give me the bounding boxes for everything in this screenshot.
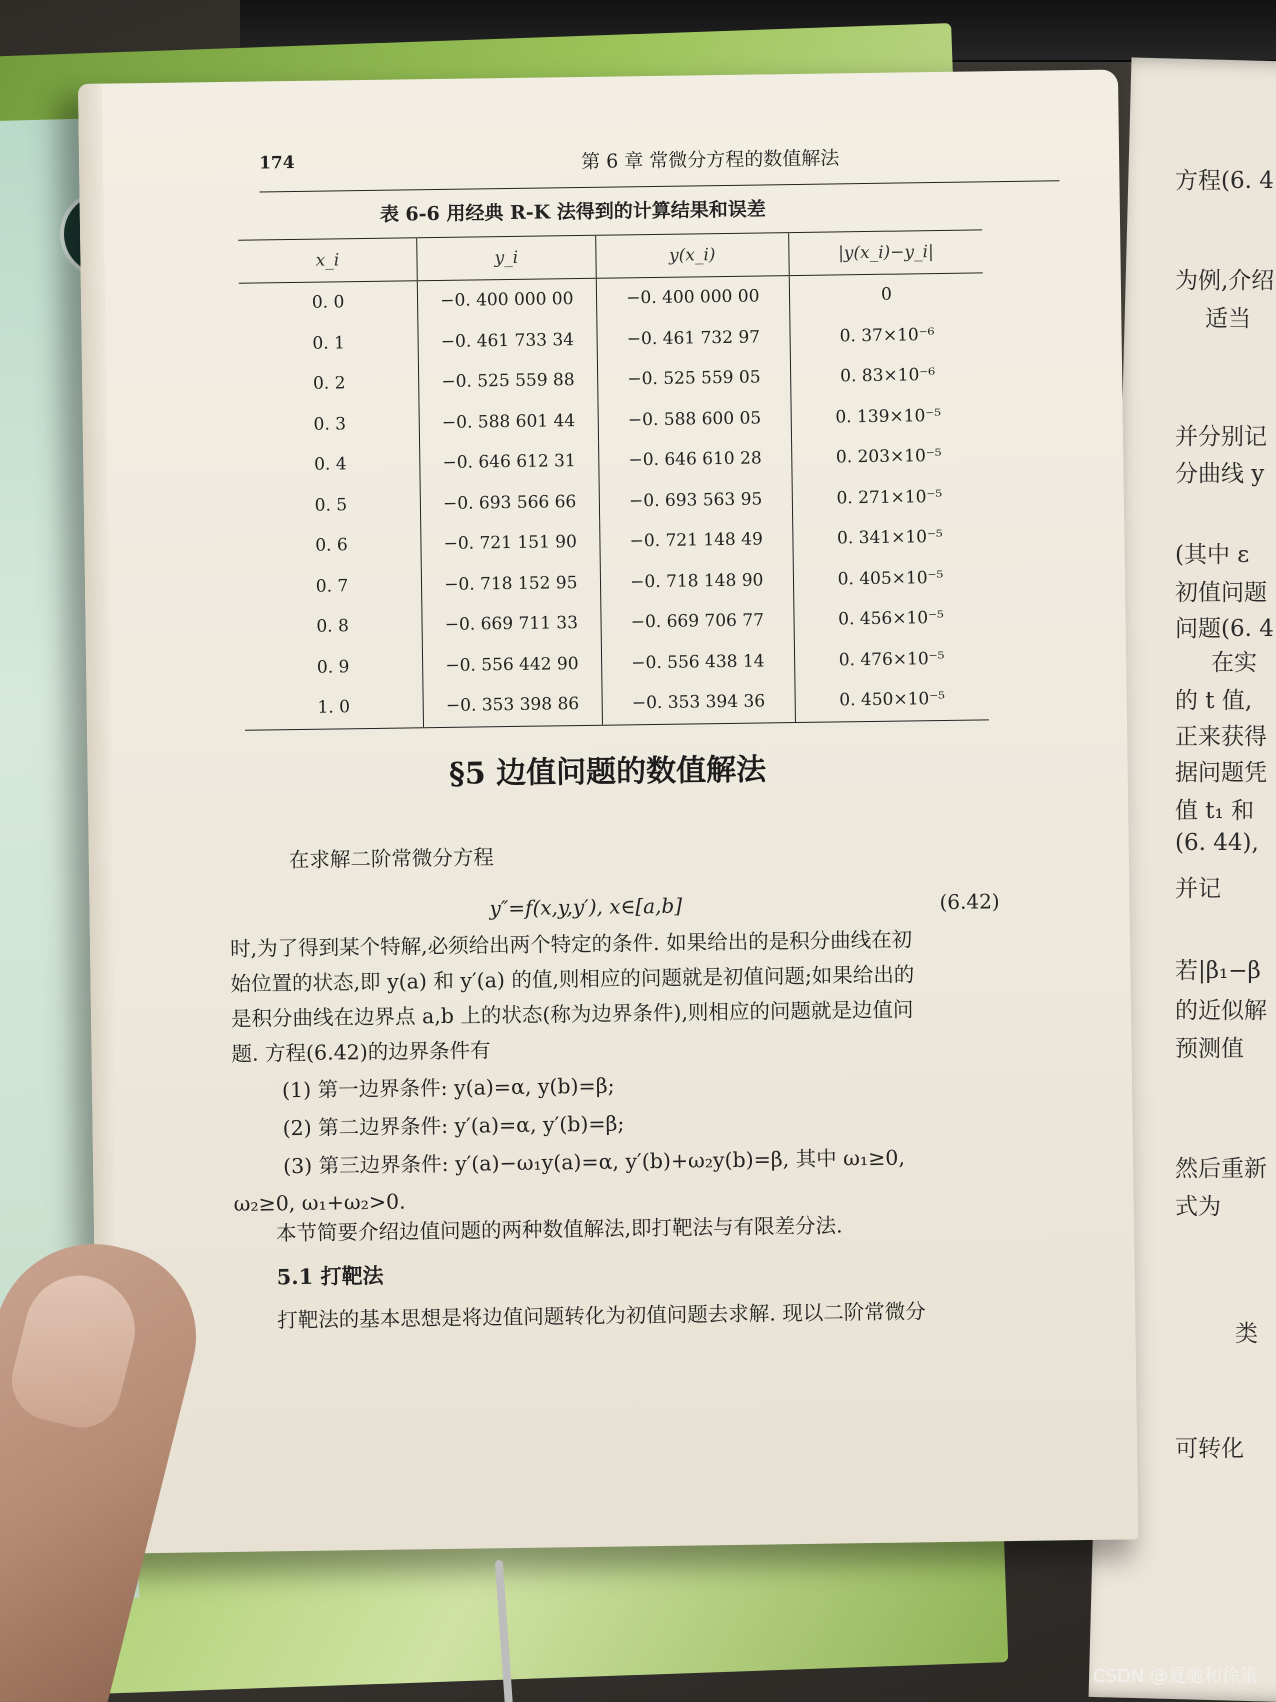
table-cell: 0. 5 (314, 495, 348, 516)
table-cell: −0. 669 711 33 (422, 603, 601, 646)
right-fragment: 然后重新 (1175, 1156, 1267, 1182)
right-fragment: 值 t₁ 和 (1175, 798, 1255, 824)
table-cell: −0. 353 394 36 (602, 681, 796, 725)
table-cell: −0. 718 152 95 (421, 562, 600, 605)
right-fragment: 可转化 (1175, 1436, 1244, 1462)
right-fragment: 正来获得 (1175, 724, 1267, 750)
table-cell: 0. 3 (313, 414, 347, 435)
paragraph-line: 是积分曲线在边界点 a,b 上的状态(称为边界条件),则相应的问题就是边值问 (230, 997, 914, 1031)
results-table (238, 229, 989, 730)
table-cell: 0. 2 (312, 373, 346, 394)
right-fragment: (其中 ε (1175, 542, 1250, 568)
right-fragment: 的近似解 (1175, 998, 1267, 1024)
table-cell: 0. 1 (312, 333, 346, 354)
table-cell: −0. 400 000 00 (596, 276, 790, 320)
table-cell: −0. 718 148 90 (600, 560, 794, 603)
table-cell: −0. 721 148 49 (599, 519, 793, 562)
column-header: |y(x_i)−y_i| (789, 230, 983, 276)
column-header: y_i (417, 235, 596, 280)
table-cell: −0. 400 000 00 (417, 278, 596, 321)
table-cell: 0. 405×10⁻⁵ (793, 557, 987, 600)
column-header: y(x_i) (595, 233, 789, 279)
table-cell: 0. 203×10⁻⁵ (792, 435, 986, 478)
right-fragment: 在实 (1211, 650, 1257, 676)
right-fragment: 类 (1235, 1321, 1258, 1347)
right-fragment: 初值问题 (1175, 580, 1267, 606)
chapter-title: 第 6 章 常微分方程的数值解法 (580, 147, 840, 173)
right-fragment: 预测值 (1175, 1036, 1244, 1062)
table-cell: 0. 4 (313, 454, 347, 475)
table-cell: 1. 0 (244, 686, 423, 729)
table-cell: −0. 646 610 28 (598, 438, 792, 481)
right-fragment: 式为 (1175, 1194, 1221, 1220)
table-cell: 0. 83×10⁻⁶ (790, 354, 984, 397)
table-cell: −0. 461 732 97 (596, 317, 790, 360)
table-cell: −0. 556 442 90 (422, 643, 601, 686)
table-cell: 0. 37×10⁻⁶ (790, 314, 984, 357)
right-fragment: 并分别记 (1175, 424, 1267, 450)
right-page-fragments (1175, 0, 1276, 1702)
table-cell: −0. 525 559 05 (597, 357, 791, 400)
right-fragment: 据问题凭 (1175, 760, 1267, 786)
boundary-condition-3-cont: ω₂≥0, ω₁+ω₂>0. (233, 1189, 406, 1216)
table-cell: −0. 588 600 05 (598, 398, 792, 441)
paragraph-line: 时,为了得到某个特解,必须给出两个特定的条件. 如果给出的是积分曲线在初 (229, 927, 913, 961)
table-cell: 0. 139×10⁻⁵ (791, 395, 985, 438)
table-cell: 0. 8 (316, 616, 349, 637)
table-cell: 0 (789, 273, 983, 317)
table-cell: 0. 450×10⁻⁵ (795, 678, 989, 722)
paragraph-methods: 本节简要介绍边值问题的两种数值解法,即打靶法与有限差分法. (275, 1213, 843, 1246)
paragraph-line: 题. 方程(6.42)的边界条件有 (231, 1038, 491, 1066)
boundary-condition-2: (2) 第二边界条件: y′(a)=α, y′(b)=β; (282, 1111, 625, 1141)
watermark: CSDN @夏驰和徐策 (1092, 1666, 1258, 1687)
section-heading: §5 边值问题的数值解法 (448, 752, 767, 792)
table-cell: −0. 721 151 90 (421, 522, 600, 565)
boundary-condition-1: (1) 第一边界条件: y(a)=α, y(b)=β; (281, 1073, 615, 1103)
body-intro: 在求解二阶常微分方程 (288, 845, 495, 873)
right-fragment: 的 t 值, (1175, 688, 1253, 714)
table-cell: −0. 353 398 86 (423, 684, 602, 727)
table-cell: 0. 341×10⁻⁵ (793, 516, 987, 559)
table-cell: −0. 556 438 14 (601, 641, 795, 684)
right-fragment: 为例,介绍 (1175, 268, 1275, 294)
subsection-heading: 5.1 打靶法 (276, 1262, 384, 1290)
equation: y″=f(x,y,y′), x∈[a,b] (489, 893, 683, 921)
column-header: x_i (238, 238, 417, 283)
table-cell: −0. 588 601 44 (419, 400, 598, 443)
table-cell: 0. 271×10⁻⁵ (792, 476, 986, 519)
paragraph-line: 始位置的状态,即 y(a) 和 y′(a) 的值,则相应的问题就是初值问题;如果给出的 (230, 962, 915, 996)
table-cell: 0. 7 (315, 576, 349, 597)
right-fragment: 适当 (1205, 306, 1251, 332)
table-cell: −0. 669 706 77 (600, 600, 794, 643)
table-cell: 0. 9 (316, 657, 350, 678)
table-cell: 0. 476×10⁻⁵ (794, 638, 988, 681)
table-cell: −0. 461 733 34 (418, 319, 597, 362)
table-cell: −0. 693 563 95 (599, 479, 793, 522)
right-fragment: 若|β₁−β (1175, 958, 1261, 984)
table-cell: −0. 525 559 88 (418, 360, 597, 403)
table-body (239, 273, 989, 730)
table-cell: 0. 0 (311, 292, 345, 314)
right-fragment: 并记 (1175, 876, 1221, 902)
right-fragment: (6. 44), (1175, 830, 1259, 856)
table-cell: −0. 693 566 66 (420, 481, 599, 524)
table-cell: −0. 646 612 31 (420, 441, 599, 484)
boundary-condition-3: (3) 第三边界条件: y′(a)−ω₁y(a)=α, y′(b)+ω₂y(b)=β, 其中 ω₁≥0, (282, 1145, 906, 1179)
right-fragment: 分曲线 y (1175, 461, 1265, 487)
paragraph-shooting: 打靶法的基本思想是将边值问题转化为初值问题去求解. 现以二阶常微分 (277, 1299, 926, 1333)
right-fragment: 问题(6. 4 (1175, 616, 1274, 642)
running-header (259, 140, 1059, 192)
equation-number: (6.42) (939, 889, 1000, 915)
book-page (78, 69, 1138, 1553)
right-fragment: 方程(6. 4 (1175, 168, 1274, 194)
table-cell: 0. 6 (315, 535, 348, 556)
table-cell: 0. 456×10⁻⁵ (794, 597, 988, 640)
page-number: 174 (258, 152, 295, 174)
table-caption: 表 6-6 用经典 R-K 法得到的计算结果和误差 (379, 198, 766, 226)
